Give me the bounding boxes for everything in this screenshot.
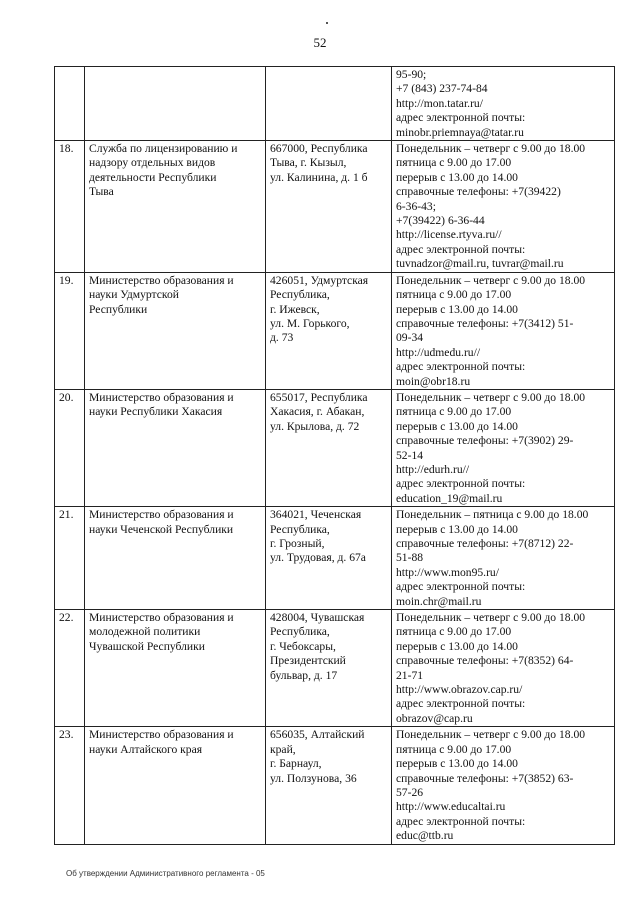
text-line: пятница с 9.00 до 17.00: [396, 156, 512, 170]
text-line: Республика,: [270, 625, 330, 639]
text-line: 426051, Удмуртская: [270, 273, 369, 287]
text-line: адрес электронной почты:: [396, 477, 526, 491]
text-line: moin@obr18.ru: [396, 374, 471, 388]
text-line: перерыв с 13.00 до 14.00: [396, 419, 518, 433]
text-line: Понедельник – четверг с 9.00 до 18.00: [396, 142, 586, 156]
text-line: 21-71: [396, 668, 424, 682]
address-cell: [266, 67, 392, 141]
text-line: науки Республики Хакасия: [89, 405, 223, 419]
text-line: 57-26: [396, 785, 424, 799]
page-number: 52: [313, 35, 327, 50]
text-line: ул. М. Горького,: [270, 316, 350, 330]
table-row: [55, 67, 615, 141]
text-line: Чувашской Республики: [89, 639, 205, 653]
text-line: науки Чеченской Республики: [89, 522, 234, 536]
scan-speck: [326, 22, 328, 24]
text-line: справочные телефоны: +7(8352) 64-: [396, 654, 574, 668]
org-name-cell: [85, 67, 266, 141]
text-line: Республика,: [270, 522, 330, 536]
text-line: http://www.obrazov.cap.ru/: [396, 683, 523, 697]
address-cell: [266, 272, 392, 389]
text-line: http://udmedu.ru//: [396, 345, 481, 359]
text-line: Понедельник – четверг с 9.00 до 18.00: [396, 728, 586, 742]
text-line: перерыв с 13.00 до 14.00: [396, 302, 518, 316]
text-line: +7 (843) 237-74-84: [396, 82, 488, 96]
row-number-cell: 22.: [55, 610, 85, 727]
row-number-cell: [55, 67, 85, 141]
text-line: Министерство образования и: [89, 273, 234, 287]
text-line: справочные телефоны: +7(3852) 63-: [396, 771, 574, 785]
text-line: http://edurh.ru//: [396, 462, 470, 476]
text-line: educ@ttb.ru: [396, 829, 454, 843]
organizations-table: [54, 66, 615, 845]
text-line: ул. Крылова, д. 72: [270, 419, 360, 433]
table-body: [55, 67, 615, 845]
row-number-cell: 21.: [55, 507, 85, 610]
text-line: перерыв с 13.00 до 14.00: [396, 639, 518, 653]
org-name-cell: [85, 610, 266, 727]
text-line: пятница с 9.00 до 17.00: [396, 288, 512, 302]
text-line: адрес электронной почты:: [396, 814, 526, 828]
row-number-cell: 20.: [55, 389, 85, 506]
text-line: +7(39422) 6-36-44: [396, 214, 485, 228]
text-line: перерыв с 13.00 до 14.00: [396, 170, 518, 184]
text-line: адрес электронной почты:: [396, 580, 526, 594]
text-line: 364021, Чеченская: [270, 508, 362, 522]
text-line: науки Алтайского края: [89, 742, 203, 756]
text-line: Служба по лицензированию и: [89, 142, 238, 156]
contact-info-cell: [392, 507, 615, 610]
text-line: ул. Трудовая, д. 67а: [270, 551, 366, 565]
text-line: http://mon.tatar.ru/: [396, 96, 483, 110]
text-line: г. Грозный,: [270, 537, 325, 550]
text-line: перерыв с 13.00 до 14.00: [396, 757, 518, 771]
text-line: http://www.educaltai.ru: [396, 800, 506, 814]
address-cell: [266, 141, 392, 273]
table-row: [55, 507, 615, 610]
text-line: 428004, Чувашская: [270, 611, 365, 625]
contact-info-cell: [392, 610, 615, 727]
text-line: 667000, Республика: [270, 142, 368, 156]
text-line: Республики: [89, 302, 148, 316]
text-line: 6-36-43;: [396, 199, 436, 213]
text-line: Тыва: [89, 185, 114, 199]
text-line: moin.chr@mail.ru: [396, 594, 482, 608]
org-name-cell: [85, 507, 266, 610]
text-line: справочные телефоны: +7(3902) 29-: [396, 434, 574, 448]
text-line: надзору отдельных видов: [89, 156, 216, 170]
org-name-cell: [85, 389, 266, 506]
text-line: бульвар, д. 17: [270, 668, 338, 682]
table-row: [55, 272, 615, 389]
contact-info-cell: [392, 141, 615, 273]
text-line: Хакасия, г. Абакан,: [270, 405, 365, 419]
footer-text: Об утверждении Административного регламента - 05: [66, 869, 265, 878]
address-cell: [266, 507, 392, 610]
row-number-cell: 23.: [55, 727, 85, 844]
text-line: Президентский: [270, 654, 346, 668]
text-line: Республика,: [270, 288, 330, 302]
text-line: д. 73: [270, 331, 294, 345]
address-cell: [266, 727, 392, 844]
text-line: пятница с 9.00 до 17.00: [396, 742, 512, 756]
text-line: obrazov@cap.ru: [396, 711, 473, 725]
text-line: г. Ижевск,: [270, 302, 320, 316]
contact-info-cell: [392, 272, 615, 389]
org-name-cell: [85, 272, 266, 389]
table-row: [55, 610, 615, 727]
text-line: Понедельник – четверг с 9.00 до 18.00: [396, 390, 586, 404]
text-line: 95-90;: [396, 68, 427, 81]
contact-info-cell: [392, 67, 615, 141]
table-row: [55, 141, 615, 273]
text-line: Министерство образования и: [89, 390, 234, 404]
text-line: пятница с 9.00 до 17.00: [396, 405, 512, 419]
text-line: г. Чебоксары,: [270, 639, 336, 653]
text-line: Понедельник – пятница с 9.00 до 18.00: [396, 508, 589, 522]
table-row: [55, 727, 615, 844]
text-line: http://license.rtyva.ru//: [396, 228, 502, 242]
text-line: Министерство образования и: [89, 508, 234, 522]
text-line: 656035, Алтайский: [270, 728, 365, 742]
text-line: http://www.mon95.ru/: [396, 565, 499, 579]
text-line: адрес электронной почты:: [396, 697, 526, 711]
text-line: молодежной политики: [89, 625, 201, 639]
text-line: адрес электронной почты:: [396, 242, 526, 256]
text-line: minobr.priemnaya@tatar.ru: [396, 125, 524, 139]
text-line: education_19@mail.ru: [396, 491, 503, 505]
text-line: Тыва, г. Кызыл,: [270, 156, 347, 170]
text-line: справочные телефоны: +7(3412) 51-: [396, 316, 574, 330]
address-cell: [266, 389, 392, 506]
text-line: Понедельник – четверг с 9.00 до 18.00: [396, 611, 586, 625]
text-line: справочные телефоны: +7(39422): [396, 185, 561, 199]
text-line: Понедельник – четверг с 9.00 до 18.00: [396, 273, 586, 287]
table-row: [55, 389, 615, 506]
text-line: справочные телефоны: +7(8712) 22-: [396, 537, 574, 550]
text-line: адрес электронной почты:: [396, 111, 526, 125]
contact-info-cell: [392, 389, 615, 506]
text-line: Министерство образования и: [89, 611, 234, 625]
text-line: 51-88: [396, 551, 424, 565]
text-line: 655017, Республика: [270, 390, 368, 404]
text-line: 52-14: [396, 448, 424, 462]
org-name-cell: [85, 727, 266, 844]
row-number-cell: 18.: [55, 141, 85, 273]
text-line: адрес электронной почты:: [396, 360, 526, 374]
text-line: ул. Ползунова, 36: [270, 771, 357, 785]
address-cell: [266, 610, 392, 727]
text-line: tuvnadzor@mail.ru, tuvrar@mail.ru: [396, 257, 564, 271]
text-line: науки Удмуртской: [89, 288, 179, 302]
text-line: г. Барнаул,: [270, 757, 322, 771]
text-line: деятельности Республики: [89, 170, 217, 184]
row-number-cell: 19.: [55, 272, 85, 389]
text-line: перерыв с 13.00 до 14.00: [396, 522, 518, 536]
contact-info-cell: [392, 727, 615, 844]
org-name-cell: [85, 141, 266, 273]
text-line: край,: [270, 742, 296, 756]
text-line: ул. Калинина, д. 1 б: [270, 170, 368, 184]
text-line: Министерство образования и: [89, 728, 234, 742]
text-line: пятница с 9.00 до 17.00: [396, 625, 512, 639]
text-line: 09-34: [396, 331, 424, 345]
